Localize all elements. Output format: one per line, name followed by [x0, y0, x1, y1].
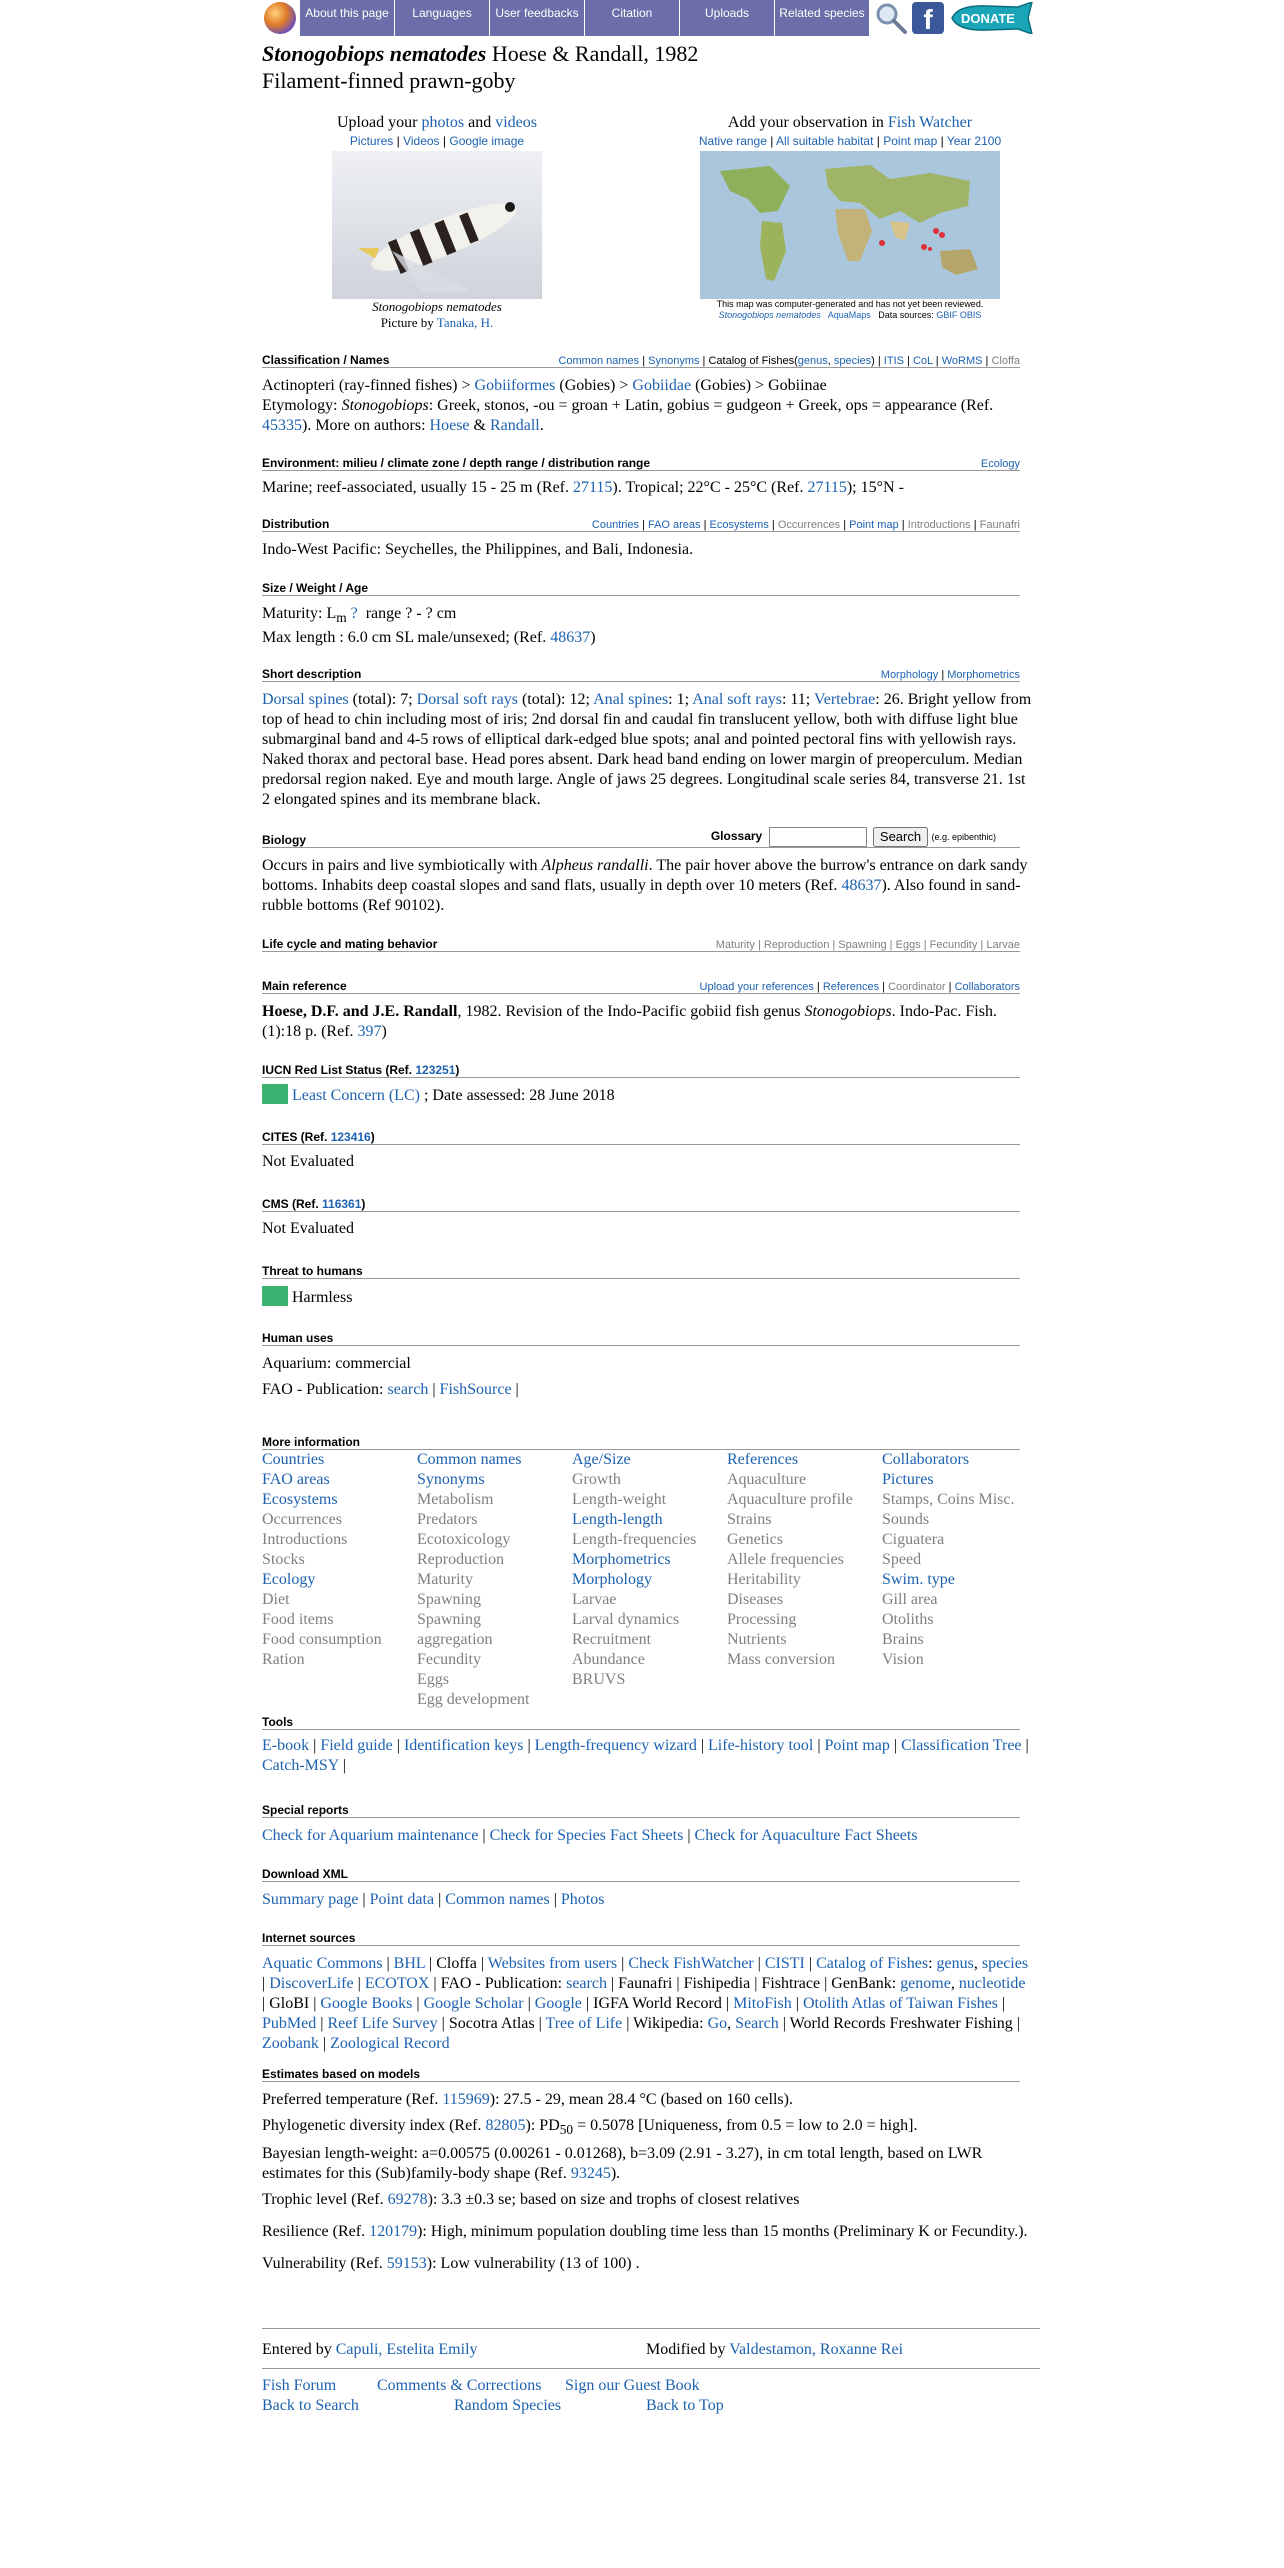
more-info-swim-type-link[interactable]: Swim. type — [882, 1571, 955, 1588]
more-info-aquaculture-link[interactable]: Aquaculture — [727, 1471, 807, 1488]
google-link[interactable]: Google — [534, 1995, 582, 2012]
more-info-allele-frequencies-link[interactable]: Allele frequencies — [727, 1551, 844, 1568]
more-info-reproduction-link[interactable]: Reproduction — [417, 1551, 505, 1568]
glossary-input[interactable] — [769, 827, 867, 847]
more-info-aquaculture-profile-link[interactable]: Aquaculture profile — [727, 1491, 853, 1508]
lc-larvae-link[interactable]: Larvae — [986, 939, 1020, 951]
dist-point-map-link[interactable]: Point map — [849, 519, 899, 531]
references-link[interactable]: References — [822, 981, 880, 993]
more-info-genetics-link[interactable]: Genetics — [727, 1531, 783, 1548]
websites-users-link[interactable]: Websites from users — [487, 1955, 618, 1972]
short-description-body: Dorsal spines (total): 7; Dorsal soft rays (total): 12; Anal spines: 1; Anal soft rays: 11; Vertebrae: 26. Bright yellow from top of head to chin including most of iris; 2nd dorsal fin and caudal fin translucent yellow, both with diffuse light blue submarginal band and 4-5 rows of elliptical dark-edged blue spots; anal and pointed pectoral fins with yellowish rays. Naked thorax and pectoral base. Head pores absent. Dark head band ending on lower margin of preoperculum. Median predorsal region naked. Eye and mouth large. Angle of jaws 25 degrees. Longitudinal scale series 84, transverse 21. 1st 2 elongated spines and its membrane black. — [262, 691, 1032, 808]
pictures-link[interactable]: Pictures — [349, 134, 394, 148]
more-info-eggs-link[interactable]: Eggs — [417, 1671, 449, 1688]
tab-languages[interactable]: Languages — [395, 0, 490, 36]
itis-link[interactable]: ITIS — [883, 355, 904, 367]
more-info-sounds-link[interactable]: Sounds — [882, 1511, 930, 1528]
environment-header: Environment: milieu / climate zone / depth range / distribution range Ecology — [262, 453, 1020, 471]
download-xml-header: Download XML — [262, 1864, 1020, 1882]
discoverlife-link[interactable]: DiscoverLife — [269, 1975, 354, 1992]
top-nav — [262, 0, 1044, 36]
trophic-ref-link[interactable]: 69278 — [387, 2191, 428, 2209]
author-randall-link[interactable]: Randall — [489, 417, 540, 434]
iucn-header: IUCN Red List Status (Ref. 123251) — [262, 1060, 1020, 1078]
lc-reproduction-link[interactable]: Reproduction — [763, 939, 830, 951]
videos-link[interactable]: Videos — [403, 134, 440, 148]
occurrences-link[interactable]: Occurrences — [777, 519, 841, 531]
map-note: This map was computer-generated and has not yet been reviewed. — [716, 299, 984, 309]
morphology-link[interactable]: Morphology — [880, 669, 939, 681]
lc-spawning-link[interactable]: Spawning — [838, 939, 887, 951]
species-fact-sheets-link[interactable]: Check for Species Fact Sheets — [489, 1827, 684, 1844]
fishbase-logo-icon[interactable] — [264, 2, 296, 34]
more-info-spawning-link[interactable]: Spawning — [417, 1591, 481, 1608]
more-info-bruvs-link[interactable]: BRUVS — [572, 1671, 626, 1688]
more-info-otoliths-link[interactable]: Otoliths — [882, 1611, 934, 1628]
more-info-length-frequencies-link[interactable]: Length-frequencies — [572, 1531, 697, 1548]
more-info-introductions-link[interactable]: Introductions — [262, 1531, 348, 1548]
threat-header: Threat to humans — [262, 1261, 1020, 1279]
aquarium-maintenance-link[interactable]: Check for Aquarium maintenance — [262, 1827, 479, 1844]
donate-button[interactable] — [948, 2, 1044, 34]
back-to-search-link[interactable]: Back to Search — [262, 2397, 359, 2414]
collaborators-link[interactable]: Collaborators — [954, 981, 1020, 993]
dorsal-spines-link[interactable]: Dorsal spines — [262, 691, 349, 708]
more-info-ration-link[interactable]: Ration — [262, 1651, 305, 1668]
size-body: Maturity: $L_m$ ? range ? - ? cm Max length : 6.0 cm SL male/unsexed; (Ref. 48637) — [262, 605, 596, 647]
main-reference-header: Main reference Upload your references | References | Coordinator | Collaborators — [262, 976, 1020, 994]
cloffa-text: Cloffa — [436, 1955, 477, 1972]
human-uses-header: Human uses — [262, 1328, 1020, 1346]
cites-ref-link[interactable]: 123416 — [330, 1130, 371, 1144]
threat-swatch — [262, 1286, 288, 1306]
estimates-body: Preferred temperature (Ref. 115969): 27.5 - 29, mean 28.4 °C (based on 160 cells). Phylogenetic diversity index (Ref. 82805): $PD_{50} = 0.5078$ [Uniqueness, from 0.5 = low to 2.0 = high]. Bayesian length-weight: a=0.00575 (0.00261 - 0.01268), b=3.09 (2.91 - 3.27), in cm total length, based on LWR estimates for this (Sub)family-body shape (Ref. 93245). Trophic level (Ref. 69278): 3.3 ±0.3 se; based on size and trophs of closest relatives Resilience (Ref. 120179): High, minimum population doubling time less than 15 months (Preliminary K or Fecundity.). Vulnerability (Ref. 59153): Low vulnerability (13 of 100) . — [262, 2091, 1028, 2273]
photographer-link[interactable]: Tanaka, H. — [436, 315, 494, 330]
search-icon[interactable] — [874, 1, 908, 35]
species-title — [262, 40, 698, 94]
countries-link[interactable]: Countries — [591, 519, 639, 531]
aquaculture-fact-sheets-link[interactable]: Check for Aquaculture Fact Sheets — [694, 1827, 918, 1844]
anal-spines-link[interactable]: Anal spines — [593, 691, 669, 708]
more-info-nutrients-link[interactable]: Nutrients — [727, 1631, 787, 1648]
tab-citation[interactable]: Citation — [585, 0, 680, 36]
google-image-link[interactable]: Google image — [449, 134, 525, 148]
lifecycle-header: Life cycle and mating behavior Maturity | Reproduction | Spawning | Eggs | Fecundity | Larvae — [262, 934, 1020, 952]
ecotox-link[interactable]: ECOTOX — [364, 1975, 430, 1992]
comments-corrections-link[interactable]: Comments & Corrections — [377, 2377, 542, 2394]
life-history-tool-link[interactable]: Life-history tool — [708, 1737, 814, 1754]
fish-watcher-link[interactable]: Fish Watcher — [887, 114, 973, 131]
env-ref2-link[interactable]: 27115 — [807, 479, 847, 496]
cisti-link[interactable]: CISTI — [764, 1955, 805, 1972]
more-info-vision-link[interactable]: Vision — [882, 1651, 924, 1668]
xml-summary-link[interactable]: Summary page — [262, 1891, 359, 1908]
more-info-processing-link[interactable]: Processing — [727, 1611, 797, 1628]
identification-keys-link[interactable]: Identification keys — [403, 1737, 524, 1754]
cof-species-link-2[interactable]: species — [981, 1955, 1029, 1972]
more-info-countries-link[interactable]: Countries — [262, 1451, 325, 1468]
morphometrics-link[interactable]: Morphometrics — [947, 669, 1020, 681]
more-info-egg-development-link[interactable]: Egg development — [417, 1691, 530, 1708]
more-info-gill-area-link[interactable]: Gill area — [882, 1591, 938, 1608]
maturity-link[interactable]: ? — [350, 605, 358, 622]
biology-ref-link[interactable]: 48637 — [841, 877, 882, 894]
field-guide-link[interactable]: Field guide — [320, 1737, 393, 1754]
xml-point-data-link[interactable]: Point data — [369, 1891, 435, 1908]
more-info-common-names-link[interactable]: Common names — [417, 1451, 522, 1468]
more-info-mass-conversion-link[interactable]: Mass conversion — [727, 1651, 835, 1668]
cof-genus-link[interactable]: genus — [797, 355, 828, 367]
biology-body: Occurs in pairs and live symbiotically with Alpheus randalli. The pair hover above the burrow's entrance on dark sandy bottoms. Inhabits deep coastal slopes and sand flats, usually in depth over 10 meters (Ref. 48637). Also found in sand-rubble bottoms (Ref 90102). — [262, 857, 1028, 914]
size-ref-link[interactable]: 48637 — [550, 629, 591, 647]
etymology-ref-link[interactable]: 45335 — [262, 417, 302, 434]
catch-msy-link[interactable]: Catch-MSY — [262, 1757, 339, 1774]
point-map-link[interactable]: Point map — [883, 134, 938, 148]
main-reference-body: Hoese, D.F. and J.E. Randall, 1982. Revision of the Indo-Pacific gobiid fish genus Stonogobiops. Indo-Pac. Fish. (1):18 p. (Ref. 397) — [262, 1003, 997, 1040]
more-info-recruitment-link[interactable]: Recruitment — [572, 1631, 652, 1648]
more-info-aggregation-link[interactable]: aggregation — [417, 1631, 493, 1648]
classification-tree-link[interactable]: Classification Tree — [901, 1737, 1022, 1754]
zoobank-link[interactable]: Zoobank — [262, 2035, 319, 2052]
more-info-predators-link[interactable]: Predators — [417, 1511, 478, 1528]
more-info-ciguatera-link[interactable]: Ciguatera — [882, 1531, 945, 1548]
map-species-link[interactable]: Stonogobiops nematodes — [718, 310, 821, 320]
photo-caption: Stonogobiops nematodes — [372, 299, 502, 314]
classification-body: Actinopteri (ray-finned fishes) > Gobiiformes (Gobies) > Gobiidae (Gobies) > Gobiinae Etymology: Stonogobiops: Greek, stonos, -ou = groan + Latin, gobius = gudgeon + Greek, ops = appearance (Ref. 45335). More on authors: Hoese & Randall. — [262, 377, 994, 434]
ecology-link[interactable]: Ecology — [980, 458, 1020, 470]
distribution-map[interactable] — [700, 151, 1000, 299]
more-info-abundance-link[interactable]: Abundance — [572, 1651, 645, 1668]
catalog-fishes-link[interactable]: Catalog of Fishes — [816, 1955, 929, 1972]
modified-by-link[interactable]: Valdestamon, Roxanne Rei — [729, 2341, 904, 2358]
lc-fecundity-link[interactable]: Fecundity — [929, 939, 978, 951]
entered-by-link[interactable]: Capuli, Estelita Emily — [335, 2341, 478, 2358]
guest-book-link[interactable]: Sign our Guest Book — [565, 2377, 700, 2394]
more-info-diet-link[interactable]: Diet — [262, 1591, 290, 1608]
tools-point-map-link[interactable]: Point map — [824, 1737, 890, 1754]
more-info-strains-link[interactable]: Strains — [727, 1511, 772, 1528]
internet-sources-header: Internet sources — [262, 1928, 1020, 1946]
aquatic-commons-link[interactable]: Aquatic Commons — [262, 1955, 383, 1972]
iucn-body: Least Concern (LC) ; Date assessed: 28 June 2018 — [262, 1084, 1032, 1106]
more-info-metabolism-link[interactable]: Metabolism — [417, 1491, 494, 1508]
lc-maturity-link[interactable]: Maturity — [715, 939, 755, 951]
more-info-header: More information — [262, 1432, 1020, 1450]
more-info-fecundity-link[interactable]: Fecundity — [417, 1651, 481, 1668]
species-author: Hoese & Randall, 1982 — [491, 41, 699, 66]
human-uses-body: Aquarium: commercial FAO - Publication: search | FishSource | — [262, 1355, 519, 1398]
more-info-morphometrics-link[interactable]: Morphometrics — [572, 1551, 671, 1568]
native-range-link[interactable]: Native range — [698, 134, 767, 148]
col-link[interactable]: CoL — [912, 355, 933, 367]
iucn-ref-link[interactable]: 123251 — [415, 1063, 456, 1077]
footer-links — [262, 2376, 1032, 2420]
length-frequency-wizard-link[interactable]: Length-frequency wizard — [534, 1737, 697, 1754]
anal-soft-rays-link[interactable]: Anal soft rays — [692, 691, 782, 708]
fishsource-link[interactable]: FishSource — [439, 1381, 512, 1398]
bayes-ref-link[interactable]: 93245 — [570, 2165, 611, 2183]
photo-panel: Upload your photos and videos Pictures | Videos | Google image Stonogobiops nematodes Picture by Tanaka, H. — [322, 113, 552, 331]
more-info-spawning-link[interactable]: Spawning — [417, 1611, 481, 1628]
google-scholar-link[interactable]: Google Scholar — [423, 1995, 524, 2012]
more-info-references-link[interactable]: References — [727, 1451, 799, 1468]
cms-header: CMS (Ref. 116361) — [262, 1194, 1020, 1212]
iucn-status-swatch — [262, 1084, 288, 1104]
lc-eggs-link[interactable]: Eggs — [895, 939, 921, 951]
more-info-pictures-link[interactable]: Pictures — [882, 1471, 934, 1488]
upload-references-link[interactable]: Upload your references — [699, 981, 814, 993]
mitofish-link[interactable]: MitoFish — [733, 1995, 792, 2012]
more-info-morphology-link[interactable]: Morphology — [572, 1571, 652, 1588]
estimates-header: Estimates based on models — [262, 2064, 1020, 2082]
pref-temp-ref-link[interactable]: 115969 — [442, 2091, 490, 2108]
phylo-ref-link[interactable]: 82805 — [485, 2117, 526, 2134]
tab-about[interactable]: About this page — [300, 0, 395, 36]
more-info-length-length-link[interactable]: Length-length — [572, 1511, 663, 1528]
tools-header: Tools — [262, 1712, 1020, 1730]
cms-ref-link[interactable]: 116361 — [322, 1197, 362, 1211]
tab-uploads[interactable]: Uploads — [680, 0, 775, 36]
more-info-ecotoxicology-link[interactable]: Ecotoxicology — [417, 1531, 511, 1548]
more-info-larval-dynamics-link[interactable]: Larval dynamics — [572, 1611, 680, 1628]
distribution-header: Distribution Countries | FAO areas | Ecosystems | Occurrences | Point map | Introductions | Faunafri — [262, 514, 1020, 532]
faunafri-link[interactable]: Faunafri — [979, 519, 1020, 531]
upload-photos-link[interactable]: photos — [421, 114, 465, 131]
xml-common-names-link[interactable]: Common names — [445, 1891, 550, 1908]
iucn-status-link[interactable]: Least Concern (LC) — [292, 1087, 420, 1104]
fao-areas-link[interactable]: FAO areas — [647, 519, 701, 531]
ecosystems-link[interactable]: Ecosystems — [709, 519, 769, 531]
tab-user-feedbacks[interactable]: User feedbacks — [490, 0, 585, 36]
short-description-header: Short description Morphology | Morphometrics — [262, 664, 1020, 682]
reef-life-survey-link[interactable]: Reef Life Survey — [327, 2015, 438, 2032]
order-link[interactable]: Gobiiformes — [474, 377, 556, 394]
common-names-link[interactable]: Common names — [558, 355, 640, 367]
wikipedia-search-link[interactable]: Search — [735, 2015, 779, 2032]
footer-divider-1 — [262, 2328, 1040, 2329]
fish-photo[interactable] — [332, 151, 542, 299]
more-info-age-size-link[interactable]: Age/Size — [572, 1451, 631, 1468]
more-info-synonyms-link[interactable]: Synonyms — [417, 1471, 485, 1488]
more-info-heritability-link[interactable]: Heritability — [727, 1571, 801, 1588]
zoological-record-link[interactable]: Zoological Record — [330, 2035, 450, 2052]
more-info-diseases-link[interactable]: Diseases — [727, 1591, 783, 1608]
species-common-name: Filament-finned prawn-goby — [262, 68, 516, 93]
download-xml-body: Summary page | Point data | Common names | Photos — [262, 1891, 605, 1908]
species-scientific-name: Stonogobiops nematodes — [262, 41, 487, 66]
main-ref-link[interactable]: 397 — [357, 1023, 382, 1040]
worms-link[interactable]: WoRMS — [941, 355, 983, 367]
wikipedia-go-link[interactable]: Go — [707, 2015, 728, 2032]
glossary-search: Glossary Search (e.g. epibenthic) — [711, 826, 996, 847]
more-info-stamps-coins-misc-link[interactable]: Stamps, Coins Misc. — [882, 1491, 1015, 1508]
pubmed-link[interactable]: PubMed — [262, 2015, 317, 2032]
distribution-body: Indo-West Pacific: Seychelles, the Philippines, and Bali, Indonesia. — [262, 541, 694, 558]
more-info-speed-link[interactable]: Speed — [882, 1551, 922, 1568]
footer-divider-2 — [262, 2368, 1040, 2369]
more-info-fao-areas-link[interactable]: FAO areas — [262, 1471, 330, 1488]
check-fishwatcher-link[interactable]: Check FishWatcher — [628, 1955, 754, 1972]
glossary-search-button[interactable]: Search — [873, 827, 928, 847]
otolith-atlas-link[interactable]: Otolith Atlas of Taiwan Fishes — [802, 1995, 999, 2012]
xml-photos-link[interactable]: Photos — [560, 1891, 605, 1908]
resilience-ref-link[interactable]: 120179 — [369, 2223, 418, 2241]
cloffa-link[interactable]: Cloffa — [991, 355, 1020, 367]
more-info-brains-link[interactable]: Brains — [882, 1631, 924, 1648]
more-info-food-items-link[interactable]: Food items — [262, 1611, 334, 1628]
vulnerability-ref-link[interactable]: 59153 — [386, 2255, 427, 2273]
cof-species-link[interactable]: species — [833, 355, 872, 367]
more-info-maturity-link[interactable]: Maturity — [417, 1571, 473, 1588]
synonyms-link[interactable]: Synonyms — [648, 355, 700, 367]
cites-body: Not Evaluated — [262, 1153, 354, 1170]
more-info-growth-link[interactable]: Growth — [572, 1471, 621, 1488]
size-header: Size / Weight / Age — [262, 578, 1020, 596]
biology-header: Biology Glossary Search (e.g. epibenthic) — [262, 830, 1020, 848]
facebook-icon[interactable]: f — [912, 2, 944, 34]
google-books-link[interactable]: Google Books — [320, 1995, 413, 2012]
classification-header: Classification / Names Common names | Synonyms | Catalog of Fishes(genus, species) | ITIS | CoL | WoRMS | Cloffa — [262, 350, 1020, 368]
cof-genus-link-2[interactable]: genus — [936, 1955, 974, 1972]
footer-credits: Entered by Capuli, Estelita Emily Modified by Valdestamon, Roxanne Rei — [262, 2341, 904, 2358]
more-info-length-weight-link[interactable]: Length-weight — [572, 1491, 667, 1508]
threat-body: Harmless — [262, 1286, 1032, 1308]
more-info-food-consumption-link[interactable]: Food consumption — [262, 1631, 382, 1648]
gbif-obis-link[interactable]: GBIF OBIS — [936, 310, 982, 320]
special-reports-body: Check for Aquarium maintenance | Check for Species Fact Sheets | Check for Aquaculture Fact Sheets — [262, 1827, 918, 1844]
cms-body: Not Evaluated — [262, 1220, 354, 1237]
tab-related-species[interactable]: Related species — [775, 0, 870, 36]
environment-body: Marine; reef-associated, usually 15 - 25 m (Ref. 27115). Tropical; 22°C - 25°C (Ref. 27115); 15°N - — [262, 479, 904, 496]
bhl-link[interactable]: BHL — [393, 1955, 426, 1972]
dorsal-soft-rays-link[interactable]: Dorsal soft rays — [416, 691, 518, 708]
fao-search-link[interactable]: search — [387, 1381, 429, 1398]
fish-forum-link[interactable]: Fish Forum — [262, 2377, 337, 2394]
more-info-occurrences-link[interactable]: Occurrences — [262, 1511, 342, 1528]
aquamaps-link[interactable]: AquaMaps — [827, 310, 871, 320]
more-info-ecology-link[interactable]: Ecology — [262, 1571, 316, 1588]
ebook-link[interactable]: E-book — [262, 1737, 310, 1754]
year-2100-link[interactable]: Year 2100 — [946, 134, 1002, 148]
more-info-larvae-link[interactable]: Larvae — [572, 1591, 617, 1608]
more-info-stocks-link[interactable]: Stocks — [262, 1551, 305, 1568]
random-species-link[interactable]: Random Species — [454, 2397, 562, 2414]
donate-label: DONATE — [961, 11, 1015, 26]
author-hoese-link[interactable]: Hoese — [429, 417, 470, 434]
all-habitat-link[interactable]: All suitable habitat — [776, 134, 874, 148]
upload-videos-link[interactable]: videos — [495, 114, 537, 131]
env-ref1-link[interactable]: 27115 — [573, 479, 613, 496]
more-info-ecosystems-link[interactable]: Ecosystems — [262, 1491, 338, 1508]
fao-pub-search-link[interactable]: search — [566, 1975, 607, 1992]
genbank-genome-link[interactable]: genome — [900, 1975, 951, 1992]
vertebrae-link[interactable]: Vertebrae — [813, 691, 876, 708]
coordinator-link[interactable]: Coordinator — [888, 981, 946, 993]
internet-sources-body: Aquatic Commons | BHL | Cloffa | Websites from users | Check FishWatcher | CISTI | Catalog of Fishes: genus, species | DiscoverLife | ECOTOX | FAO - Publication: search | Faunafri | Fishipedia | Fishtrace | GenBank: genome, nucleotide | GloBI | Google Books | Google Scholar | Google | IGFA World Record | MitoFish | Otolith Atlas of Taiwan Fishes | PubMed | Reef Life Survey | Socotra Atlas | Tree of Life | Wikipedia: Go, Search | World Records Freshwater Fishing | Zoobank | Zoological Record — [262, 1955, 1029, 2052]
map-panel: Add your observation in Fish Watcher Native range | All suitable habitat | Point map | Year 2100 This map was computer-generated and has not yet been reviewed. Stonogobiops nematodes AquaMaps Data sources: GBIF OBIS — [680, 113, 1020, 321]
introductions-link[interactable]: Introductions — [907, 519, 971, 531]
back-to-top-link[interactable]: Back to Top — [646, 2397, 724, 2414]
genbank-nucleotide-link[interactable]: nucleotide — [958, 1975, 1026, 1992]
special-reports-header: Special reports — [262, 1800, 1020, 1818]
more-info-collaborators-link[interactable]: Collaborators — [882, 1451, 970, 1468]
family-link[interactable]: Gobiidae — [632, 377, 692, 394]
cites-header: CITES (Ref. 123416) — [262, 1127, 1020, 1145]
tools-body: E-book | Field guide | Identification keys | Length-frequency wizard | Life-history tool | Point map | Classification Tree | Catch-MSY | — [262, 1737, 1029, 1774]
tree-of-life-link[interactable]: Tree of Life — [545, 2015, 623, 2032]
